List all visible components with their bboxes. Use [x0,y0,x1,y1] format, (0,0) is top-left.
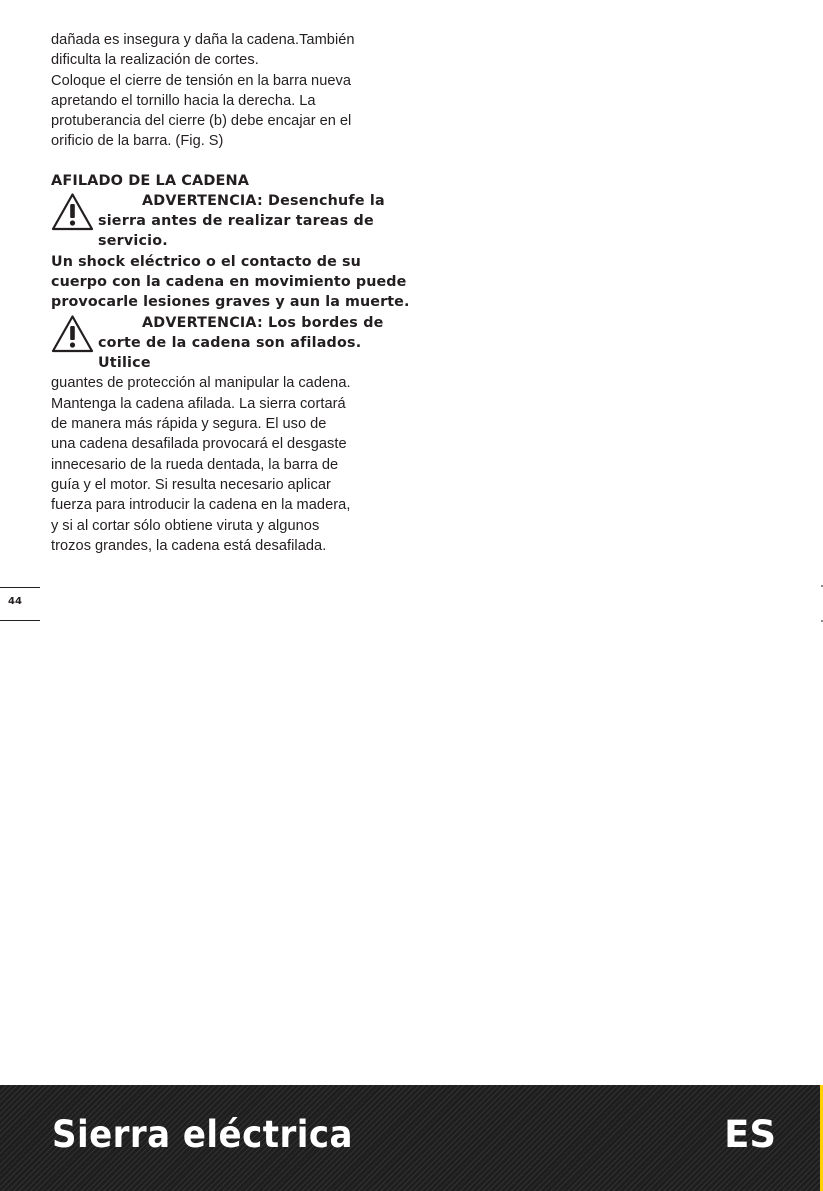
text-line: Mantenga la cadena afilada. La sierra cortará [51,395,346,412]
warning-block-sharp-edges [51,313,411,374]
warning-text: ADVERTENCIA: Los bordes de corte de la cadena son afilados. Utilice [98,314,384,372]
closing-paragraph [51,373,411,556]
text-line: trozos grandes, la cadena está desafilada. [51,537,327,554]
warning-text: ADVERTENCIA: Desenchufe la sierra antes de realizar tareas de servicio. [98,192,385,250]
warning-triangle-icon [51,314,94,354]
warning-block-unplug [51,191,411,252]
text-line: guantes de protección al manipular la cadena. [51,375,351,392]
text-line: fuerza para introducir la cadena en la madera, [51,497,351,514]
text-line: guía y el motor. Si resulta necesario aplicar [51,476,331,493]
text-line: dificulta la realización de cortes. [51,52,259,69]
page-number: 44 [8,596,22,607]
text-line: y si al cortar sólo obtiene viruta y algunos [51,517,320,534]
warning-triangle-icon [51,192,94,232]
intro-paragraph [51,30,411,152]
text-line: protuberancia del cierre (b) debe encajar en el [51,113,352,130]
footer-title: Sierra eléctrica [52,1113,353,1156]
main-text-column [51,30,411,556]
section-heading: AFILADO DE LA CADENA [51,172,250,189]
text-line: apretando el tornillo hacia la derecha. La [51,92,316,109]
text-line: orificio de la barra. (Fig. S) [51,133,224,150]
language-code: ES [724,1113,776,1156]
text-line: dañada es insegura y daña la cadena.También [51,32,355,48]
text-line: Coloque el cierre de tensión en la barra nueva [51,72,352,89]
text-line: de manera más rápida y segura. El uso de [51,416,327,433]
footer-bar [0,1085,823,1191]
warning-followup: Un shock eléctrico o el contacto de su cuerpo con la cadena en movimiento puede provocarle lesiones graves y aun la muerte. [51,253,410,311]
text-line: una cadena desafilada provocará el desgaste [51,436,347,453]
text-line: innecesario de la rueda dentada, la barra de [51,456,339,473]
page-number-tab [0,587,40,621]
